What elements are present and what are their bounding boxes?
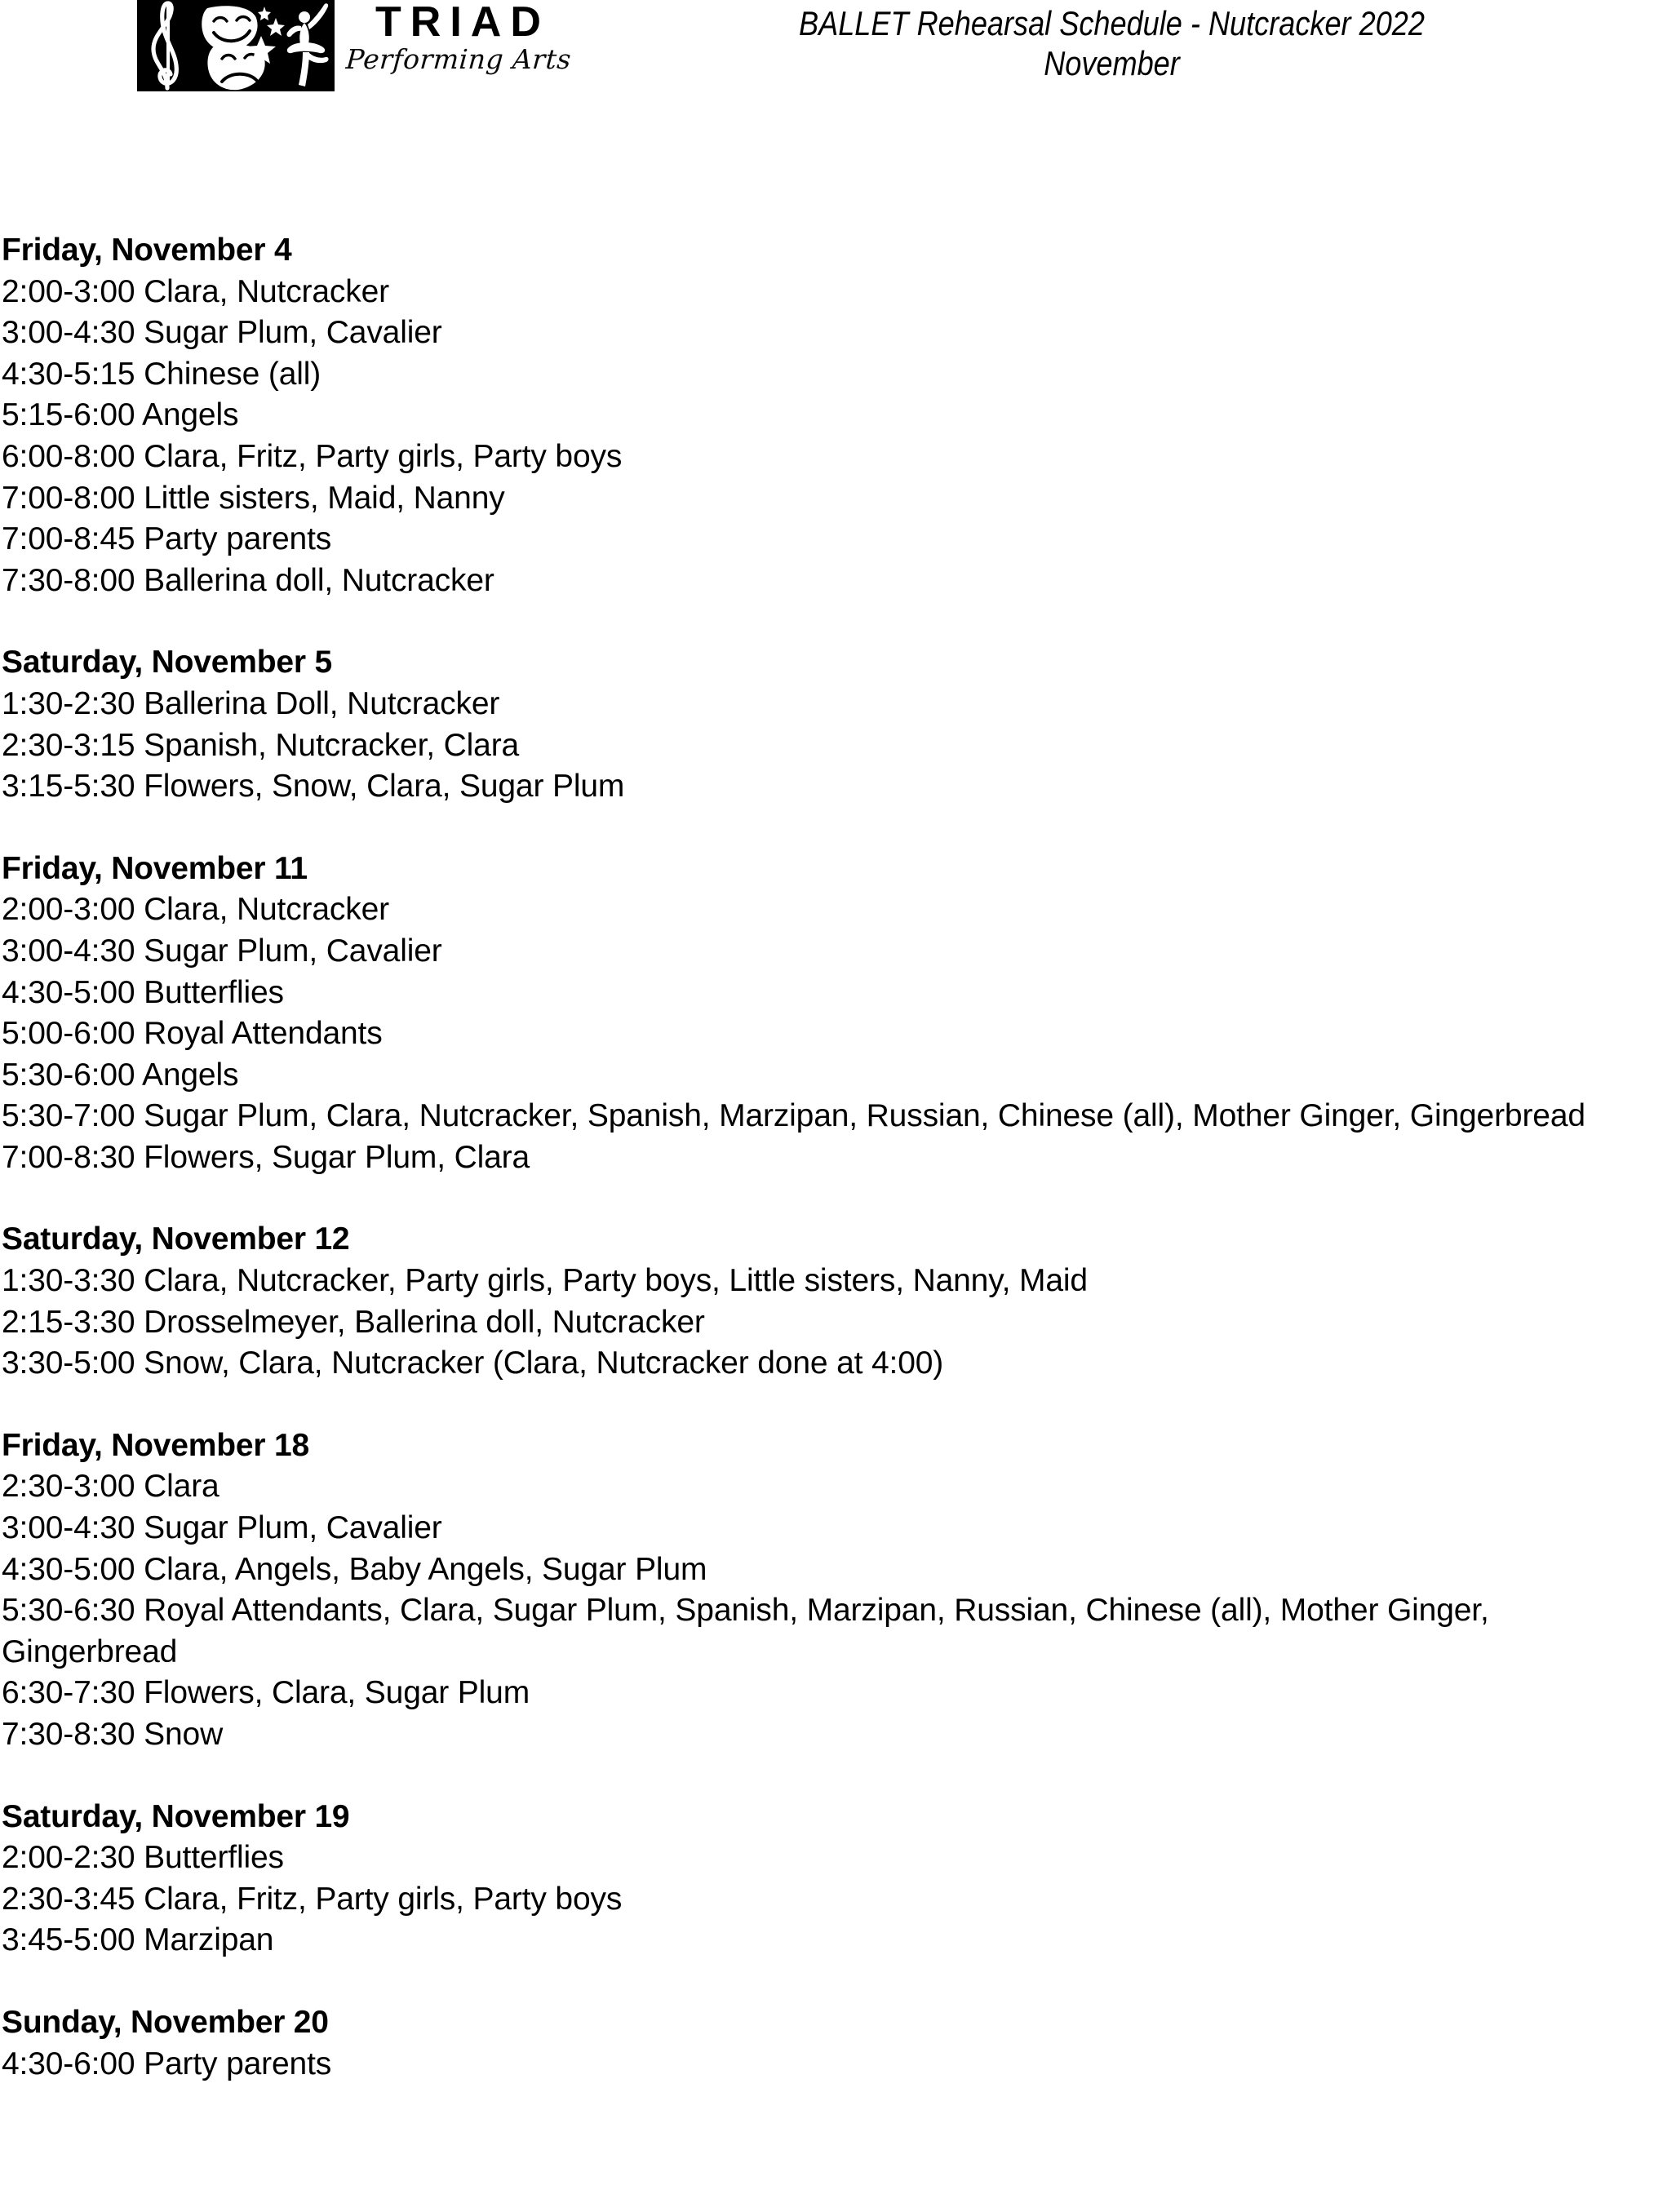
- session-line: 6:00-8:00 Clara, Fritz, Party girls, Party boys: [2, 438, 623, 474]
- logo-tagline: Performing Arts: [344, 42, 573, 75]
- session-line: 4:30-5:15 Chinese (all): [2, 356, 321, 392]
- session-line: 2:00-2:30 Butterflies: [2, 1840, 284, 1876]
- day-heading: Sunday, November 20: [2, 2004, 329, 2040]
- session-line: 3:00-4:30 Sugar Plum, Cavalier: [2, 315, 442, 351]
- logo-wordmark: TRIAD: [375, 0, 550, 46]
- session-line: 4:30-5:00 Butterflies: [2, 974, 284, 1010]
- day-heading: Friday, November 11: [2, 850, 308, 886]
- session-line: 4:30-6:00 Party parents: [2, 2046, 332, 2081]
- day-heading: Saturday, November 12: [2, 1221, 350, 1257]
- session-line: 5:30-7:00 Sugar Plum, Clara, Nutcracker, Spanish, Marzipan, Russian, Chinese (all), Mother Ginger, Gingerbread: [2, 1098, 1585, 1134]
- session-line: 5:30-6:30 Royal Attendants, Clara, Sugar Plum, Spanish, Marzipan, Russian, Chinese (all), Mother Ginger, Gingerbread: [2, 1593, 1489, 1669]
- rehearsal-schedule: [2, 230, 1653, 2085]
- day-block: [2, 849, 1653, 1179]
- session-line: 2:00-3:00 Clara, Nutcracker: [2, 892, 389, 928]
- session-line: 3:00-4:30 Sugar Plum, Cavalier: [2, 933, 442, 969]
- session-line: 1:30-2:30 Ballerina Doll, Nutcracker: [2, 685, 500, 721]
- day-block: [2, 1425, 1653, 1756]
- day-block: [2, 1219, 1653, 1384]
- day-block: [2, 1797, 1653, 1962]
- session-line: 2:30-3:15 Spanish, Nutcracker, Clara: [2, 727, 520, 763]
- day-block: [2, 642, 1653, 807]
- logo: [137, 0, 571, 91]
- session-line: 2:30-3:00 Clara: [2, 1469, 219, 1505]
- document-title: [647, 3, 1577, 83]
- session-line: 2:30-3:45 Clara, Fritz, Party girls, Party boys: [2, 1881, 623, 1917]
- session-line: 7:00-8:30 Flowers, Sugar Plum, Clara: [2, 1139, 530, 1175]
- session-line: 5:30-6:00 Angels: [2, 1057, 239, 1093]
- document-title-line-1: BALLET Rehearsal Schedule - Nutcracker 2022: [799, 4, 1425, 42]
- session-line: 3:00-4:30 Sugar Plum, Cavalier: [2, 1510, 442, 1546]
- logo-text: [346, 2, 571, 74]
- session-line: 6:30-7:30 Flowers, Clara, Sugar Plum: [2, 1675, 530, 1711]
- day-block: [2, 2002, 1653, 2085]
- day-heading: Saturday, November 5: [2, 645, 332, 680]
- session-line: 7:30-8:30 Snow: [2, 1717, 224, 1752]
- session-line: 7:00-8:45 Party parents: [2, 521, 332, 557]
- session-line: 4:30-5:00 Clara, Angels, Baby Angels, Sugar Plum: [2, 1551, 707, 1587]
- session-line: 5:15-6:00 Angels: [2, 397, 239, 433]
- day-heading: Friday, November 18: [2, 1427, 309, 1463]
- document-header: [0, 0, 1654, 106]
- session-line: 3:45-5:00 Marzipan: [2, 1922, 274, 1958]
- day-block: [2, 230, 1653, 601]
- triad-performing-arts-logo-mark: [137, 0, 335, 91]
- session-line: 7:00-8:00 Little sisters, Maid, Nanny: [2, 480, 505, 516]
- session-line: 3:15-5:30 Flowers, Snow, Clara, Sugar Plum: [2, 769, 625, 805]
- session-line: 1:30-3:30 Clara, Nutcracker, Party girls, Party boys, Little sisters, Nanny, Maid: [2, 1263, 1088, 1299]
- session-line: 2:00-3:00 Clara, Nutcracker: [2, 273, 389, 309]
- session-line: 3:30-5:00 Snow, Clara, Nutcracker (Clara, Nutcracker done at 4:00): [2, 1345, 944, 1381]
- document-title-line-2: November: [1044, 44, 1180, 83]
- session-line: 2:15-3:30 Drosselmeyer, Ballerina doll, Nutcracker: [2, 1304, 705, 1340]
- day-heading: Saturday, November 19: [2, 1798, 350, 1834]
- day-heading: Friday, November 4: [2, 233, 292, 268]
- session-line: 7:30-8:00 Ballerina doll, Nutcracker: [2, 562, 494, 598]
- session-line: 5:00-6:00 Royal Attendants: [2, 1016, 383, 1052]
